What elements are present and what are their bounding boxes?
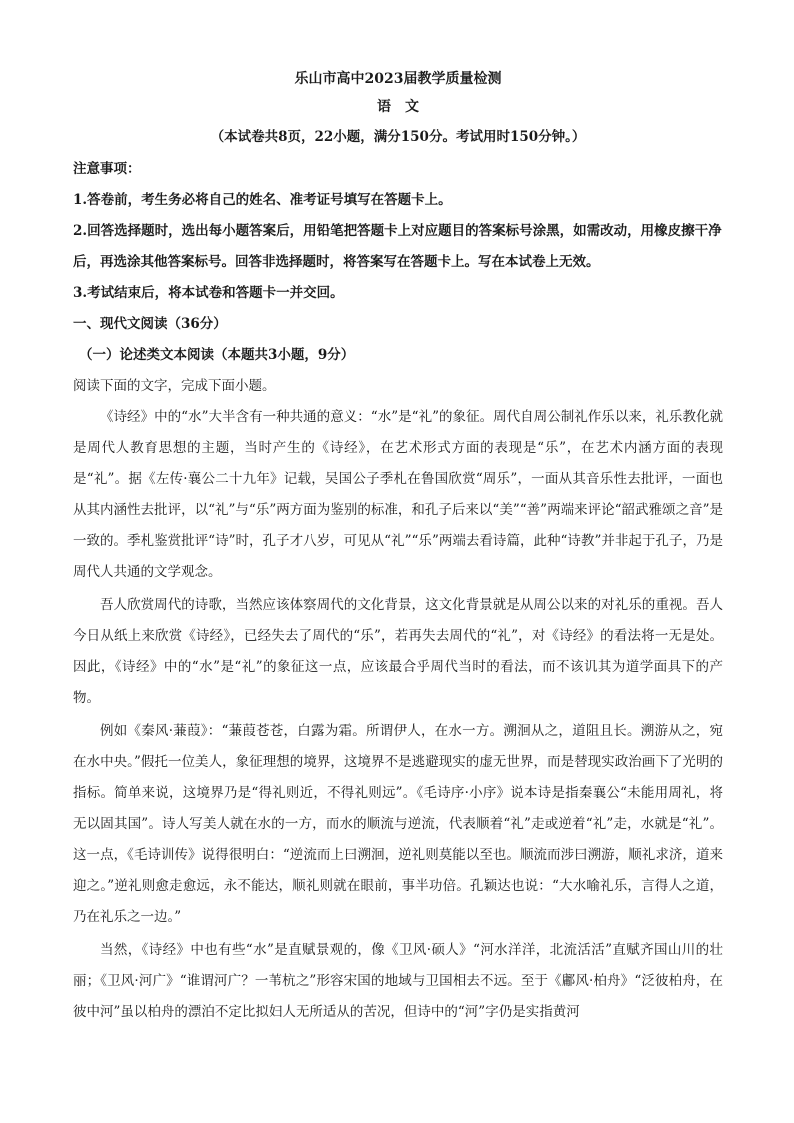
passage-paragraph: 《诗经》中的“水”大半含有一种共通的意义：“水”是“礼”的象征。周代自周公制礼作乐以来，礼乐教化就是周代人教育思想的主题，当时产生的《诗经》，在艺术形式方面的表现是“乐”，在艺术内涵方面的表现是“礼”。据《左传·襄公二十九年》记载，吴国公子季札在鲁国欣赏“周乐”，一面从其音乐性去批评，一面也从其内涵性去批评，以“礼”与“乐”两方面为鉴别的标准，和孔子后来以“美”“善”两端来评论“韶武雅颂之音”是一致的。季札鉴赏批评“诗”时，孔子才八岁，可见从“礼”“乐”两端去看诗篇，此种“诗教”并非起于孔子，乃是周代人共通的文学观念。	[73, 409, 723, 580]
passage-paragraph: 吾人欣赏周代的诗歌，当然应该体察周代的文化背景，这文化背景就是从周公以来的对礼乐的重视。吾人今日从纸上来欣赏《诗经》，已经失去了周代的“乐”，若再失去周代的“礼”，对《诗经》的看法将一无是处。因此，《诗经》中的“水”是“礼”的象征这一点，应该最合乎周代当时的看法，而不该讥其为道学面具下的产物。	[73, 597, 723, 706]
notes-heading: 注意事项：	[73, 161, 141, 177]
note-item-2: 2.回答选择题时，选出每小题答案后，用铅笔把答题卡上对应题目的答案标号涂黑，如需改动，用橡皮擦干净后，再选涂其他答案标号。回答非选择题时，将答案写在答题卡上。写在本试卷上无效。	[73, 223, 722, 270]
subsection-heading: （一）论述类文本阅读（本题共3小题，9分）	[79, 347, 355, 363]
passage-paragraph: 例如《秦风·蒹葭》：“蒹葭苍苍，白露为霜。所谓伊人，在水一方。溯洄从之，道阻且长。溯游从之，宛在水中央。”假托一位美人，象征理想的境界，这境界不是逃避现实的虚无世界，而是替现实政治画下了光明的指标。简单来说，这境界乃是“得礼则近，不得礼则远”。《毛诗序·小序》说本诗是指秦襄公“未能用周礼，将无以固其国”。诗人写美人就在水的一方，而水的顺流与逆流，代表顺着“礼”走或逆着“礼”走，水就是“礼”。这一点，《毛诗训传》说得很明白：“逆流而上曰溯洄，逆礼则莫能以至也。顺流而涉曰溯游，顺礼求济，道来迎之。”逆礼则愈走愈远，永不能达，顺礼则就在眼前，事半功倍。孔颖达也说：“大水喻礼乐，言得人之道，乃在礼乐之一边。”	[73, 723, 723, 925]
exam-title: 乐山市高中2023届教学质量检测	[294, 71, 502, 87]
note-item-1: 1.答卷前，考生务必将自己的姓名、准考证号填写在答题卡上。	[73, 192, 452, 208]
exam-info: （本试卷共8页，22小题，满分150分。考试用时150分钟。）	[210, 129, 586, 145]
note-item-3: 3.考试结束后，将本试卷和答题卡一并交回。	[73, 285, 344, 301]
section-heading: 一、现代文阅读（36分）	[73, 316, 227, 332]
reading-instruction: 阅读下面的文字，完成下面小题。	[73, 378, 276, 394]
exam-subject: 语文	[377, 99, 433, 115]
exam-page	[73, 62, 723, 1028]
passage-paragraph: 当然，《诗经》中也有些“水”是直赋景观的，像《卫风·硕人》“河水洋洋，北流活活”直赋齐国山川的壮丽；《卫风·河广》“谁谓河广？一苇杭之”形容宋国的地域与卫国相去不远。至于《鄘风·柏舟》“泛彼柏舟，在彼中河”虽以柏舟的漂泊不定比拟妇人无所适从的苦况，但诗中的“河”字仍是实指黄河	[73, 942, 723, 1020]
